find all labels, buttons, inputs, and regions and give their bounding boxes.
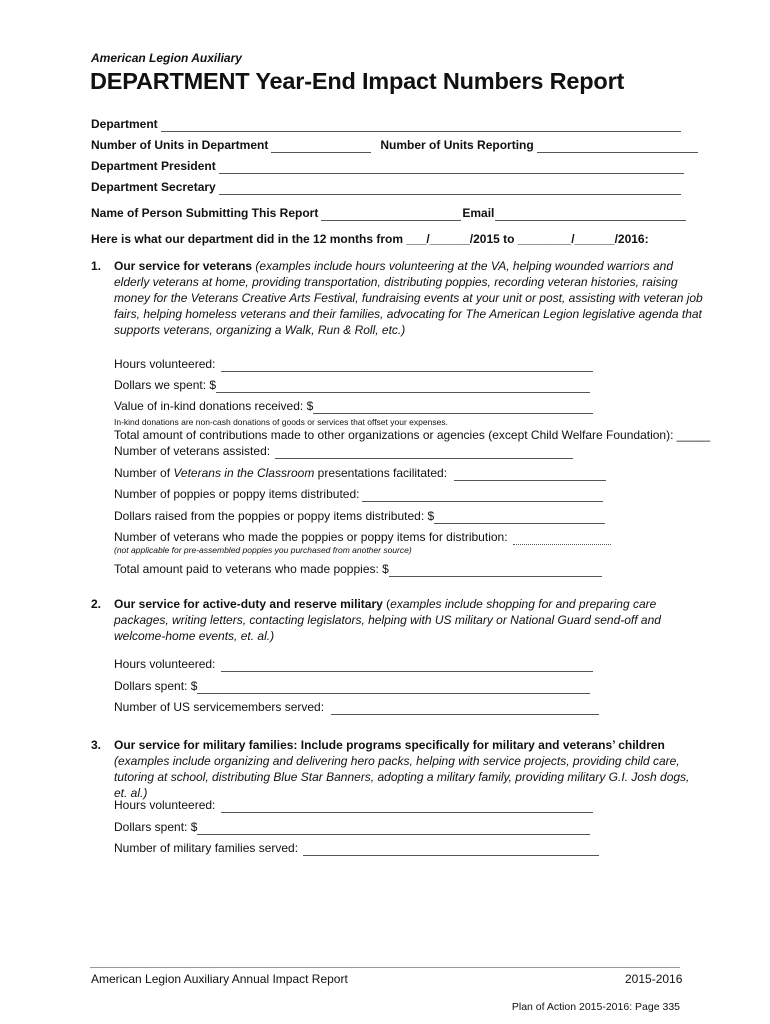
section-1-description: (examples include hours volunteering at the VA, helping wounded warriors and elderly veterans at home, providing transportation, distributing poppies, recording veteran histories, raising money for the Veterans Creative Arts Festival, fundraising events at your unit or post, assisting with veteran job fairs, helping homeless veterans and their families, advocating for The American Legion legislative agenda that supports veterans, organizing a Walk, Run & Roll, etc.) bbox=[114, 259, 703, 337]
s1-inkind-label: Value of in-kind donations received: $ bbox=[114, 399, 314, 413]
s3-dollars-field[interactable] bbox=[197, 823, 590, 835]
s1-veterans-assisted-label: Number of veterans assisted: bbox=[114, 444, 271, 458]
units-reporting-label: Number of Units Reporting bbox=[380, 138, 534, 152]
s2-served-label: Number of US servicemembers served: bbox=[114, 700, 325, 714]
email-field[interactable] bbox=[495, 209, 686, 221]
units-row bbox=[91, 137, 698, 153]
s1-poppies-field[interactable] bbox=[362, 490, 603, 502]
s1-poppy-makers-label: Number of veterans who made the poppies or poppy items for distribution: bbox=[114, 530, 508, 544]
footer-divider bbox=[90, 967, 680, 968]
units-in-department-label: Number of Units in Department bbox=[91, 138, 269, 152]
s1-poppy-dollars-label: Dollars raised from the poppies or poppy items distributed: $ bbox=[114, 509, 435, 523]
s1-veterans-assisted-row bbox=[114, 443, 573, 459]
s1-vic-field[interactable] bbox=[454, 469, 606, 481]
president-row bbox=[91, 158, 684, 174]
organization-name: American Legion Auxiliary bbox=[91, 51, 242, 65]
s3-hours-row bbox=[114, 797, 593, 813]
s1-hours-row bbox=[114, 356, 593, 372]
s1-poppy-paid-label: Total amount paid to veterans who made poppies: $ bbox=[114, 562, 389, 576]
section-3-description: (examples include organizing and delivering hero packs, helping with service projects, providing child care, tutoring at school, distributing Blue Star Banners, adopting a military family, providing military G.I. Josh dogs, et. al.) bbox=[114, 754, 690, 800]
s3-served-row bbox=[114, 840, 599, 856]
s1-poppy-dollars-field[interactable] bbox=[434, 512, 605, 524]
section-3-number: 3. bbox=[91, 738, 102, 752]
s1-vic-label bbox=[114, 465, 447, 481]
department-row bbox=[91, 116, 681, 132]
s2-served-row bbox=[114, 699, 599, 715]
submitter-label: Name of Person Submitting This Report bbox=[91, 206, 319, 220]
s1-vic-prefix: Number of bbox=[114, 466, 174, 480]
s1-vic-row bbox=[114, 465, 606, 481]
s1-dollars-row bbox=[114, 377, 590, 393]
s1-poppies-label: Number of poppies or poppy items distributed: bbox=[114, 487, 360, 501]
s1-poppy-paid-row bbox=[114, 561, 602, 577]
period-label: Here is what our department did in the 12 months from ___/______/2015 to ________/______/2016: bbox=[91, 232, 649, 246]
footer-left-text: American Legion Auxiliary Annual Impact Report bbox=[91, 972, 348, 986]
department-label: Department bbox=[91, 117, 158, 131]
department-field[interactable] bbox=[161, 120, 681, 132]
s3-hours-label: Hours volunteered: bbox=[114, 798, 216, 812]
email-label: Email bbox=[462, 206, 495, 220]
s2-dollars-label: Dollars spent: $ bbox=[114, 679, 198, 693]
period-row bbox=[91, 231, 649, 247]
s3-dollars-row bbox=[114, 819, 590, 835]
s1-contributions-label: Total amount of contributions made to other organizations or agencies (except Child Welfare Foundation): _____ bbox=[114, 428, 711, 442]
footer-page-number: Plan of Action 2015-2016: Page 335 bbox=[511, 1001, 680, 1013]
s1-hours-field[interactable] bbox=[221, 360, 593, 372]
report-title: DEPARTMENT Year-End Impact Numbers Report bbox=[90, 68, 625, 94]
s3-served-field[interactable] bbox=[303, 844, 599, 856]
s1-dollars-field[interactable] bbox=[216, 381, 590, 393]
section-2-description: examples include shopping for and preparing care packages, writing letters, contacting legislators, helping with US military or National Guard send-off and welcome-home events, et. al.) bbox=[114, 597, 661, 643]
secretary-field[interactable] bbox=[219, 183, 681, 195]
s2-hours-row bbox=[114, 656, 593, 672]
s3-hours-field[interactable] bbox=[221, 801, 593, 813]
s1-veterans-assisted-field[interactable] bbox=[275, 447, 573, 459]
s1-poppy-makers-note: (not applicable for pre-assembled poppies you purchased from another source) bbox=[114, 545, 412, 555]
secretary-label: Department Secretary bbox=[91, 180, 216, 194]
s1-inkind-note: In-kind donations are non-cash donations of goods or services that offset your expenses. bbox=[114, 417, 448, 427]
s2-hours-label: Hours volunteered: bbox=[114, 657, 216, 671]
s1-poppies-row bbox=[114, 486, 603, 502]
units-in-department-field[interactable] bbox=[271, 141, 371, 153]
s1-vic-program: Veterans in the Classroom bbox=[173, 466, 315, 480]
s1-vic-suffix: presentations facilitated: bbox=[314, 466, 448, 480]
s1-poppy-paid-field[interactable] bbox=[389, 565, 602, 577]
s3-served-label: Number of military families served: bbox=[114, 841, 299, 855]
president-label: Department President bbox=[91, 159, 216, 173]
s2-served-field[interactable] bbox=[331, 703, 599, 715]
section-2-number: 2. bbox=[91, 597, 102, 611]
s1-inkind-row bbox=[114, 398, 593, 414]
submitter-field[interactable] bbox=[321, 209, 461, 221]
s1-inkind-field[interactable] bbox=[313, 402, 593, 414]
s3-dollars-label: Dollars spent: $ bbox=[114, 820, 198, 834]
s1-dollars-label: Dollars we spent: $ bbox=[114, 378, 217, 392]
section-2-heading: Our service for active-duty and reserve military bbox=[114, 597, 383, 611]
s2-dollars-row bbox=[114, 678, 590, 694]
s2-hours-field[interactable] bbox=[221, 660, 593, 672]
secretary-row bbox=[91, 179, 681, 195]
s1-poppy-dollars-row bbox=[114, 508, 605, 524]
s1-poppy-makers-row bbox=[114, 529, 611, 545]
section-2-text bbox=[114, 596, 704, 644]
section-3-text bbox=[114, 737, 704, 801]
section-3-heading: Our service for military families: Include programs specifically for military and veterans’ children bbox=[114, 738, 665, 752]
s1-hours-label: Hours volunteered: bbox=[114, 357, 216, 371]
s2-dollars-field[interactable] bbox=[197, 682, 590, 694]
s1-contributions-row bbox=[114, 427, 710, 443]
section-2-paren: ( bbox=[382, 597, 391, 611]
section-1-number: 1. bbox=[91, 259, 102, 273]
section-1-heading: Our service for veterans bbox=[114, 259, 253, 273]
s1-poppy-makers-field[interactable] bbox=[513, 533, 611, 545]
submitter-row bbox=[91, 205, 686, 221]
footer-year: 2015-2016 bbox=[625, 972, 683, 986]
president-field[interactable] bbox=[219, 162, 684, 174]
section-1-text bbox=[114, 258, 704, 338]
units-reporting-field[interactable] bbox=[537, 141, 698, 153]
